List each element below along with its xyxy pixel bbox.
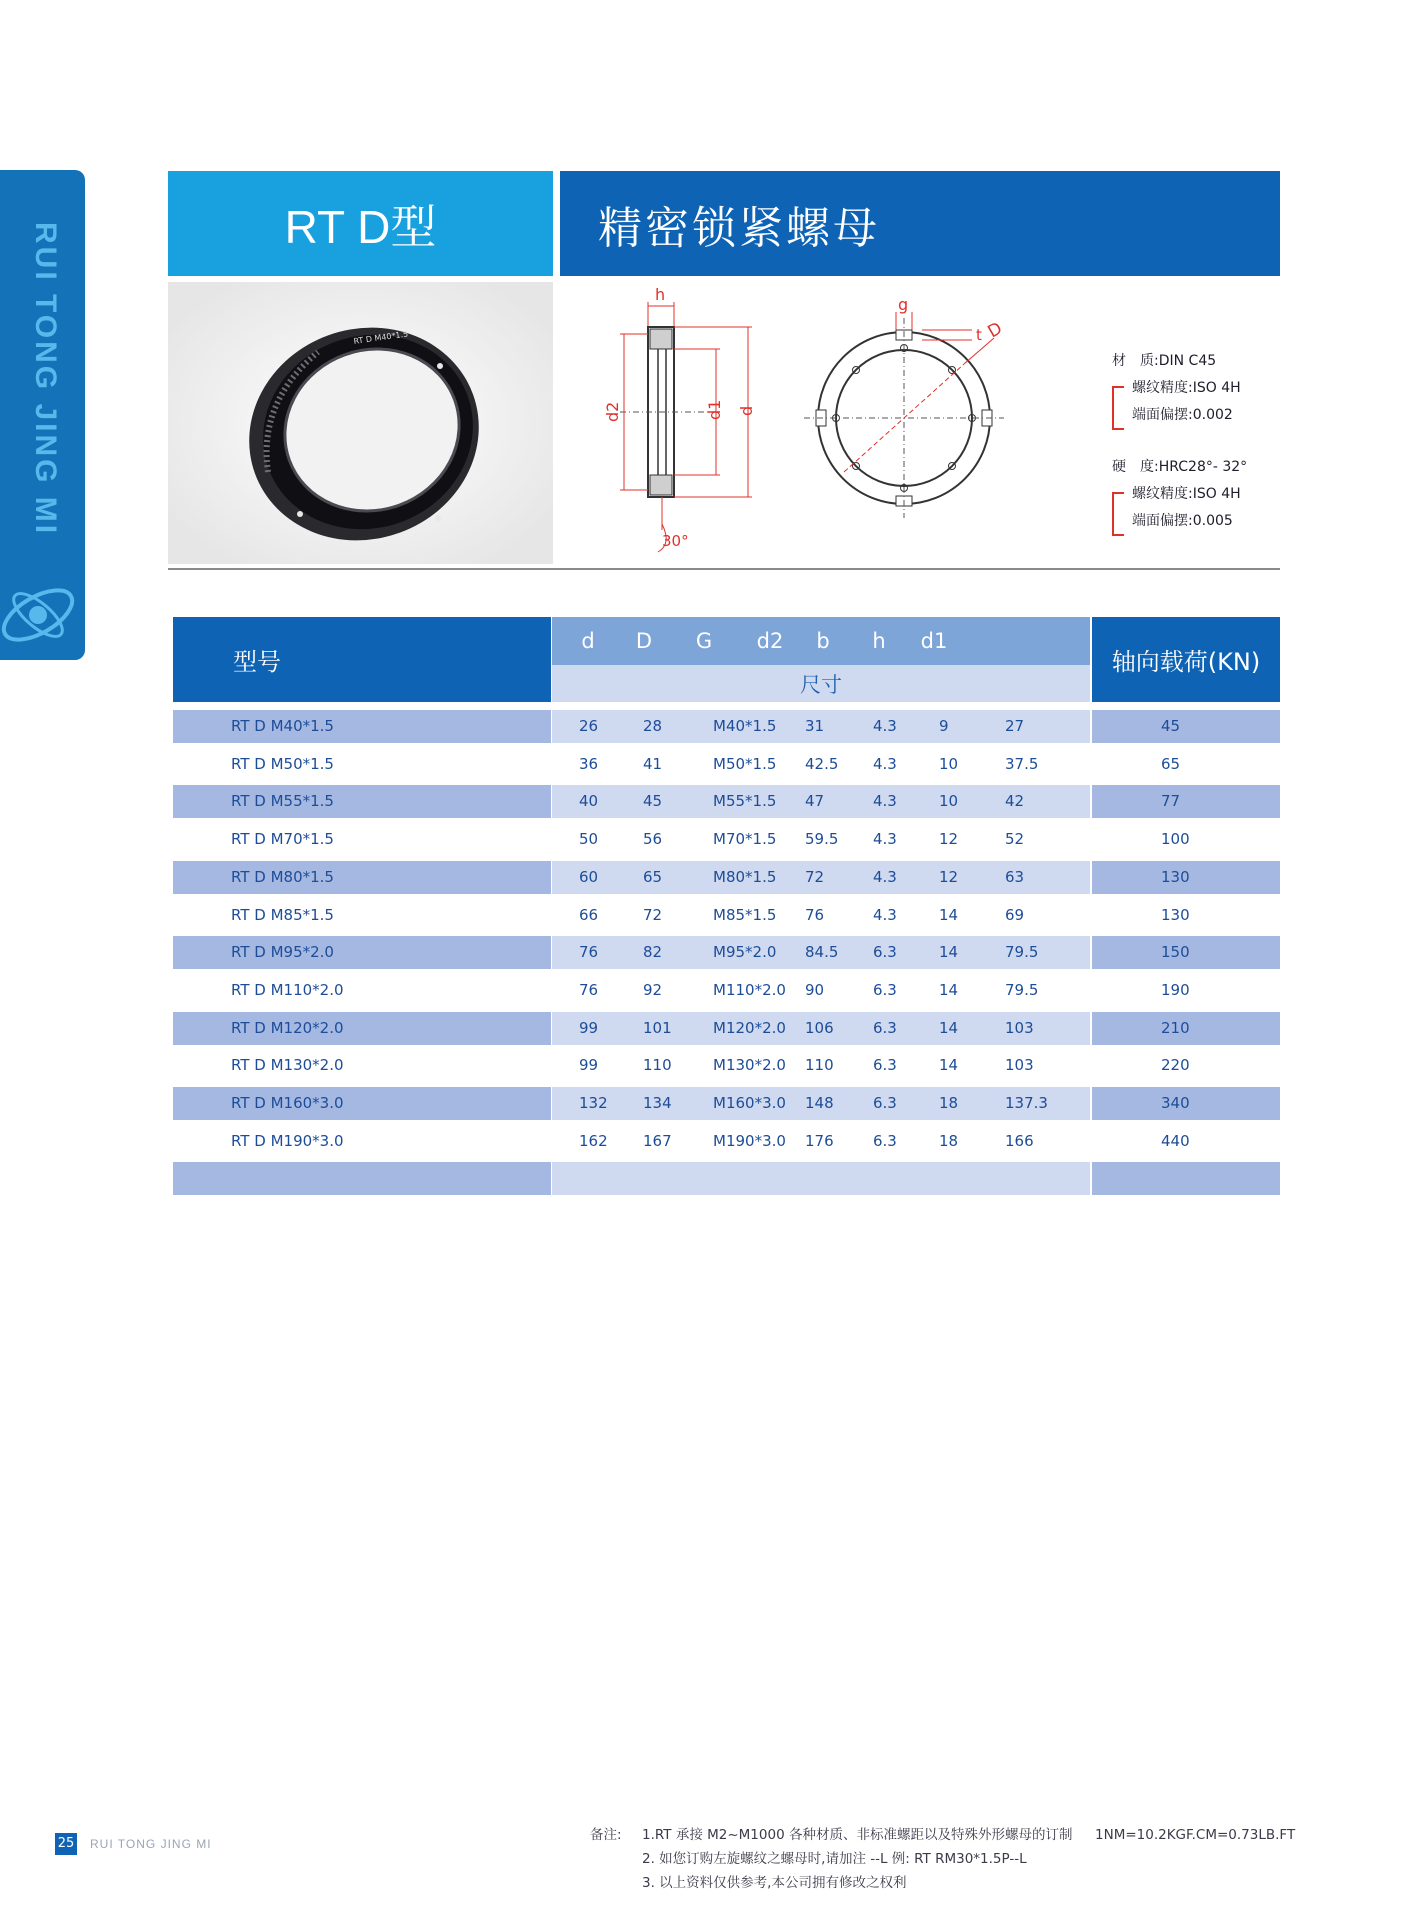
cell-h: 12 (939, 867, 959, 886)
spec-sub: 螺纹精度 : ISO 4H (1132, 380, 1241, 396)
cell-h: 14 (939, 905, 959, 924)
cell-b: 4.3 (873, 830, 897, 849)
cell-D: 167 (643, 1131, 672, 1150)
technical-drawing (580, 282, 1080, 564)
cell-d: 162 (579, 1131, 608, 1150)
front-view-drawing (804, 295, 1006, 518)
cell-d1: 166 (1005, 1131, 1034, 1150)
cell-d: 76 (579, 980, 599, 999)
brand-logo-icon (0, 570, 85, 660)
cell-load: 45 (1161, 717, 1181, 735)
note-line: 2. 如您订购左旋螺纹之螺母时,请加注 --L 例: RT RM30*1.5P--L (642, 1851, 1027, 1867)
dimension-subheaders (552, 617, 1090, 665)
spec-bracket-icon (1112, 386, 1124, 430)
row-band (552, 1162, 1090, 1195)
table-row (173, 1049, 1280, 1082)
dim-header-b: b (816, 629, 830, 653)
spec-sub: 端面偏摆 : 0.005 (1132, 513, 1233, 529)
cell-d: 36 (579, 754, 599, 773)
notes-label: 备注: (590, 1827, 622, 1843)
cell-d1: 52 (1005, 830, 1025, 849)
cell-D: 72 (643, 905, 663, 924)
cell-G: M120*2.0 (713, 1018, 786, 1037)
label-d2: d2 (603, 401, 622, 422)
label-d1: d1 (705, 399, 724, 420)
spec-group-2 (1112, 454, 1247, 535)
spec-sub: 螺纹精度 : ISO 4H (1132, 486, 1241, 502)
cell-load: 210 (1161, 1018, 1190, 1037)
cell-model: RT D M50*1.5 (231, 754, 334, 773)
cell-model: RT D M110*2.0 (231, 980, 344, 999)
cell-d2: 90 (805, 980, 825, 999)
cell-D: 101 (643, 1018, 672, 1037)
side-tab-text: RUI TONG JING MI (29, 222, 62, 537)
cell-G: M95*2.0 (713, 943, 777, 962)
cell-d: 60 (579, 867, 599, 886)
product-photo (168, 282, 553, 564)
cell-model: RT D M190*3.0 (231, 1131, 344, 1150)
cell-D: 134 (643, 1094, 672, 1112)
type-header (168, 171, 553, 276)
cell-G: M85*1.5 (713, 905, 777, 924)
cell-d1: 27 (1005, 717, 1025, 735)
table-row-empty (173, 1162, 1280, 1195)
cell-d2: 31 (805, 717, 825, 735)
note-line: 1.RT 承接 M2~M1000 各种材质、非标准螺距以及特殊外形螺母的订制 (642, 1827, 1073, 1843)
cell-d1: 103 (1005, 1056, 1034, 1075)
dimension-group-label: 尺寸 (552, 665, 1090, 702)
row-band (173, 861, 551, 894)
cell-d1: 63 (1005, 867, 1025, 886)
cell-d1: 69 (1005, 905, 1025, 924)
cell-h: 12 (939, 830, 959, 849)
table-row (173, 748, 1280, 781)
cell-model: RT D M40*1.5 (231, 717, 334, 735)
cell-d1: 137.3 (1005, 1094, 1048, 1112)
row-band (1092, 785, 1280, 818)
row-band (173, 1012, 551, 1045)
table-row (173, 710, 1280, 743)
cell-load: 190 (1161, 980, 1190, 999)
cell-b: 4.3 (873, 792, 897, 811)
cell-load: 220 (1161, 1056, 1190, 1075)
photo-engraving: RT D M40*1.5 (353, 329, 409, 346)
cell-load: 77 (1161, 792, 1181, 811)
footer-notes (590, 1823, 1072, 1895)
label-angle: 30° (662, 532, 689, 550)
lock-nut-photo-icon (168, 282, 553, 564)
cell-d: 40 (579, 792, 599, 811)
cell-model: RT D M120*2.0 (231, 1018, 344, 1037)
table-row (173, 861, 1280, 894)
cell-load: 100 (1161, 830, 1190, 849)
cell-D: 28 (643, 717, 663, 735)
row-band (1092, 710, 1280, 743)
spec-main: 材 质 : DIN C45 (1112, 353, 1217, 369)
cell-G: M70*1.5 (713, 830, 777, 849)
dimension-column-header (552, 617, 1090, 702)
cell-h: 10 (939, 754, 959, 773)
cell-G: M40*1.5 (713, 717, 777, 735)
cell-d1: 103 (1005, 1018, 1034, 1037)
cell-b: 4.3 (873, 754, 897, 773)
cell-D: 92 (643, 980, 663, 999)
row-band (173, 785, 551, 818)
dim-header-d1: d1 (920, 629, 948, 653)
cell-G: M55*1.5 (713, 792, 777, 811)
cell-b: 4.3 (873, 867, 897, 886)
cell-load: 65 (1161, 754, 1181, 773)
cell-h: 14 (939, 943, 959, 962)
spec-group-1 (1112, 348, 1241, 429)
cell-d1: 42 (1005, 792, 1025, 811)
cell-G: M130*2.0 (713, 1056, 786, 1075)
table-row (173, 936, 1280, 969)
table-row (173, 1125, 1280, 1158)
cell-load: 440 (1161, 1131, 1190, 1150)
cell-load: 130 (1161, 867, 1190, 886)
load-column-header: 轴向载荷(KN) (1092, 617, 1280, 702)
row-band (1092, 1162, 1280, 1195)
cell-d2: 148 (805, 1094, 834, 1112)
cell-d1: 37.5 (1005, 754, 1039, 773)
cell-b: 4.3 (873, 717, 897, 735)
cell-model: RT D M160*3.0 (231, 1094, 344, 1112)
cell-d2: 176 (805, 1131, 834, 1150)
label-h: h (655, 285, 666, 304)
cell-h: 18 (939, 1131, 959, 1150)
cell-d2: 59.5 (805, 830, 839, 849)
cell-model: RT D M70*1.5 (231, 830, 334, 849)
cell-d: 66 (579, 905, 599, 924)
cell-model: RT D M95*2.0 (231, 943, 334, 962)
table-row (173, 1012, 1280, 1045)
cell-D: 65 (643, 867, 663, 886)
cell-d2: 106 (805, 1018, 834, 1037)
cell-D: 110 (643, 1056, 672, 1075)
cell-d2: 72 (805, 867, 825, 886)
cell-d1: 79.5 (1005, 980, 1039, 999)
cell-b: 6.3 (873, 943, 897, 962)
dim-header-d2: d2 (756, 629, 784, 653)
cell-d2: 110 (805, 1056, 834, 1075)
cell-b: 6.3 (873, 1094, 897, 1112)
cell-h: 18 (939, 1094, 959, 1112)
cell-b: 4.3 (873, 905, 897, 924)
cell-model: RT D M130*2.0 (231, 1056, 344, 1075)
side-view-drawing (603, 285, 756, 552)
footer-brand: RUI TONG JING MI (90, 1837, 212, 1851)
cell-d: 99 (579, 1056, 599, 1075)
row-band (173, 710, 551, 743)
cell-d: 132 (579, 1094, 608, 1112)
table-row (173, 974, 1280, 1007)
cell-model: RT D M80*1.5 (231, 867, 334, 886)
cell-d: 50 (579, 830, 599, 849)
page-number: 25 (55, 1833, 77, 1855)
cell-d2: 47 (805, 792, 825, 811)
cell-d: 76 (579, 943, 599, 962)
spec-sub: 端面偏摆 : 0.002 (1132, 407, 1233, 423)
table-row (173, 1087, 1280, 1120)
cell-G: M110*2.0 (713, 980, 786, 999)
cell-d1: 79.5 (1005, 943, 1039, 962)
table-row (173, 823, 1280, 856)
cell-b: 6.3 (873, 1056, 897, 1075)
cell-h: 10 (939, 792, 959, 811)
dim-header-g: G (695, 629, 713, 653)
label-D: D (984, 318, 1006, 343)
cell-D: 82 (643, 943, 663, 962)
unit-conversion: 1NM=10.2KGF.CM=0.73LB.FT (1095, 1827, 1296, 1843)
note-line: 3. 以上资料仅供参考,本公司拥有修改之权利 (642, 1875, 907, 1891)
cell-D: 41 (643, 754, 663, 773)
product-title: 精密锁紧螺母 (598, 202, 880, 254)
cell-G: M160*3.0 (713, 1094, 786, 1112)
row-band (173, 936, 551, 969)
label-t: t (976, 326, 982, 344)
cell-d2: 42.5 (805, 754, 839, 773)
cell-d2: 76 (805, 905, 825, 924)
table-row (173, 785, 1280, 818)
cell-G: M50*1.5 (713, 754, 777, 773)
model-column-header: 型号 (173, 617, 551, 702)
cell-D: 45 (643, 792, 663, 811)
cell-d2: 84.5 (805, 943, 839, 962)
cell-load: 150 (1161, 943, 1190, 962)
dim-header-d: D (635, 629, 653, 653)
cell-h: 14 (939, 1018, 959, 1037)
cell-d: 26 (579, 717, 599, 735)
section-divider (168, 568, 1280, 570)
cell-model: RT D M85*1.5 (231, 905, 334, 924)
label-g: g (898, 295, 909, 314)
cell-load: 340 (1161, 1094, 1190, 1112)
cell-h: 9 (939, 717, 949, 735)
row-band (173, 1162, 551, 1195)
cell-model: RT D M55*1.5 (231, 792, 334, 811)
dim-header-d: d (581, 629, 595, 653)
cell-d: 99 (579, 1018, 599, 1037)
type-label: RT D型 (284, 200, 437, 253)
cell-h: 14 (939, 1056, 959, 1075)
table-row (173, 899, 1280, 932)
row-band (173, 1087, 551, 1120)
spec-bracket-icon (1112, 492, 1124, 536)
label-d: d (737, 405, 756, 416)
spec-main: 硬 度 : HRC28°- 32° (1112, 459, 1248, 475)
cell-b: 6.3 (873, 980, 897, 999)
cell-G: M190*3.0 (713, 1131, 786, 1150)
cell-G: M80*1.5 (713, 867, 777, 886)
title-header (560, 171, 1280, 276)
cell-D: 56 (643, 830, 663, 849)
side-tab (0, 170, 85, 660)
cell-b: 6.3 (873, 1131, 897, 1150)
dim-header-h: h (872, 629, 886, 653)
cell-load: 130 (1161, 905, 1190, 924)
cell-b: 6.3 (873, 1018, 897, 1037)
cell-h: 14 (939, 980, 959, 999)
